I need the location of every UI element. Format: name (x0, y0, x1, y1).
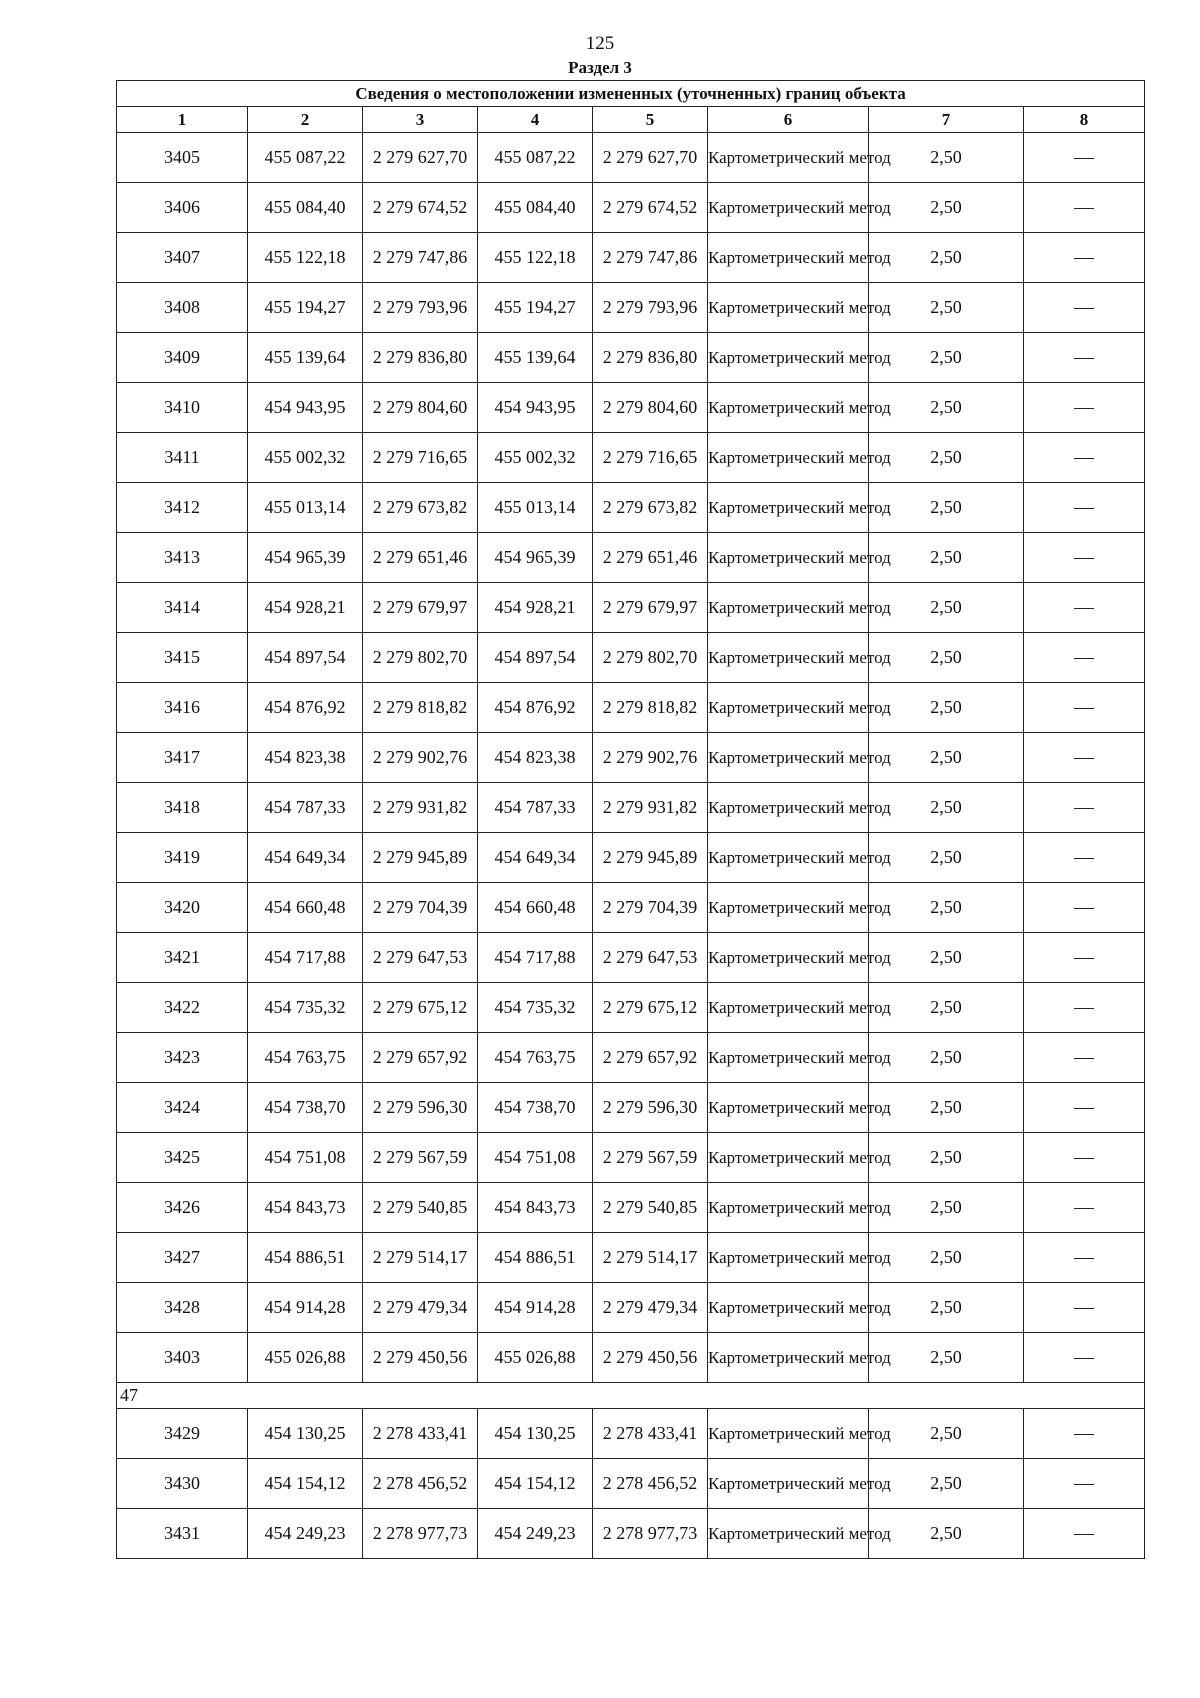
coordinates-table (116, 80, 1145, 1559)
y-coordinate-new-cell: 2 278 456,52 (593, 1459, 708, 1509)
column-header-row (117, 107, 1145, 133)
dash-mark (1074, 1208, 1094, 1209)
column-header: 5 (593, 107, 708, 133)
dash-mark (1074, 708, 1094, 709)
precision-cell: 2,50 (869, 333, 1024, 383)
point-number-cell: 3429 (117, 1409, 248, 1459)
y-coordinate-cell: 2 279 802,70 (363, 633, 478, 683)
precision-cell: 2,50 (869, 1083, 1024, 1133)
x-coordinate-new-cell: 454 249,23 (478, 1509, 593, 1559)
y-coordinate-cell: 2 279 479,34 (363, 1283, 478, 1333)
y-coordinate-cell: 2 279 679,97 (363, 583, 478, 633)
x-coordinate-cell: 454 787,33 (248, 783, 363, 833)
method-cell: Картометрический метод (708, 633, 869, 683)
y-coordinate-cell: 2 279 596,30 (363, 1083, 478, 1133)
table-row (117, 133, 1145, 183)
y-coordinate-cell: 2 279 931,82 (363, 783, 478, 833)
point-number-cell: 3419 (117, 833, 248, 883)
x-coordinate-cell: 455 122,18 (248, 233, 363, 283)
x-coordinate-cell: 454 660,48 (248, 883, 363, 933)
x-coordinate-new-cell: 455 194,27 (478, 283, 593, 333)
table-row (117, 383, 1145, 433)
precision-cell: 2,50 (869, 1509, 1024, 1559)
point-number-cell: 3414 (117, 583, 248, 633)
precision-cell: 2,50 (869, 583, 1024, 633)
y-coordinate-new-cell: 2 279 679,97 (593, 583, 708, 633)
y-coordinate-cell: 2 279 704,39 (363, 883, 478, 933)
empty-cell (1024, 833, 1145, 883)
x-coordinate-new-cell: 455 026,88 (478, 1333, 593, 1383)
point-number-cell: 3409 (117, 333, 248, 383)
method-cell: Картометрический метод (708, 483, 869, 533)
point-number-cell: 3422 (117, 983, 248, 1033)
table-row (117, 1033, 1145, 1083)
y-coordinate-cell: 2 279 627,70 (363, 133, 478, 183)
dash-mark (1074, 558, 1094, 559)
point-number-cell: 3417 (117, 733, 248, 783)
y-coordinate-cell: 2 279 836,80 (363, 333, 478, 383)
point-number-cell: 3408 (117, 283, 248, 333)
x-coordinate-new-cell: 454 914,28 (478, 1283, 593, 1333)
table-row (117, 733, 1145, 783)
table-row (117, 183, 1145, 233)
y-coordinate-new-cell: 2 279 902,76 (593, 733, 708, 783)
table-caption: Сведения о местоположении измененных (уточненных) границ объекта (117, 81, 1145, 107)
x-coordinate-cell: 454 928,21 (248, 583, 363, 633)
empty-cell (1024, 433, 1145, 483)
empty-cell (1024, 1283, 1145, 1333)
method-cell: Картометрический метод (708, 883, 869, 933)
x-coordinate-new-cell: 454 886,51 (478, 1233, 593, 1283)
y-coordinate-new-cell: 2 278 977,73 (593, 1509, 708, 1559)
x-coordinate-new-cell: 455 013,14 (478, 483, 593, 533)
x-coordinate-new-cell: 454 738,70 (478, 1083, 593, 1133)
method-cell: Картометрический метод (708, 783, 869, 833)
x-coordinate-cell: 454 130,25 (248, 1409, 363, 1459)
y-coordinate-cell: 2 279 647,53 (363, 933, 478, 983)
y-coordinate-new-cell: 2 279 567,59 (593, 1133, 708, 1183)
x-coordinate-new-cell: 454 787,33 (478, 783, 593, 833)
precision-cell: 2,50 (869, 383, 1024, 433)
x-coordinate-new-cell: 455 139,64 (478, 333, 593, 383)
x-coordinate-cell: 454 914,28 (248, 1283, 363, 1333)
empty-cell (1024, 583, 1145, 633)
table-row (117, 633, 1145, 683)
precision-cell: 2,50 (869, 1033, 1024, 1083)
column-header: 6 (708, 107, 869, 133)
precision-cell: 2,50 (869, 283, 1024, 333)
method-cell: Картометрический метод (708, 1033, 869, 1083)
x-coordinate-cell: 454 897,54 (248, 633, 363, 683)
y-coordinate-cell: 2 279 450,56 (363, 1333, 478, 1383)
y-coordinate-cell: 2 279 651,46 (363, 533, 478, 583)
dash-mark (1074, 1534, 1094, 1535)
point-number-cell: 3430 (117, 1459, 248, 1509)
point-number-cell: 3423 (117, 1033, 248, 1083)
x-coordinate-new-cell: 454 649,34 (478, 833, 593, 883)
method-cell: Картометрический метод (708, 283, 869, 333)
dash-mark (1074, 408, 1094, 409)
x-coordinate-new-cell: 454 823,38 (478, 733, 593, 783)
empty-cell (1024, 1509, 1145, 1559)
x-coordinate-new-cell: 454 717,88 (478, 933, 593, 983)
method-cell: Картометрический метод (708, 933, 869, 983)
point-number-cell: 3403 (117, 1333, 248, 1383)
empty-cell (1024, 1333, 1145, 1383)
dash-mark (1074, 958, 1094, 959)
precision-cell: 2,50 (869, 1133, 1024, 1183)
x-coordinate-cell: 454 876,92 (248, 683, 363, 733)
x-coordinate-new-cell: 454 876,92 (478, 683, 593, 733)
y-coordinate-cell: 2 279 945,89 (363, 833, 478, 883)
y-coordinate-cell: 2 279 793,96 (363, 283, 478, 333)
method-cell: Картометрический метод (708, 333, 869, 383)
empty-cell (1024, 683, 1145, 733)
dash-mark (1074, 458, 1094, 459)
precision-cell: 2,50 (869, 633, 1024, 683)
y-coordinate-new-cell: 2 279 802,70 (593, 633, 708, 683)
dash-mark (1074, 158, 1094, 159)
empty-cell (1024, 733, 1145, 783)
page-number: 125 (585, 33, 615, 54)
point-number-cell: 3421 (117, 933, 248, 983)
y-coordinate-new-cell: 2 279 674,52 (593, 183, 708, 233)
x-coordinate-cell: 454 843,73 (248, 1183, 363, 1233)
method-cell: Картометрический метод (708, 983, 869, 1033)
dash-mark (1074, 1358, 1094, 1359)
y-coordinate-new-cell: 2 279 596,30 (593, 1083, 708, 1133)
method-cell: Картометрический метод (708, 1459, 869, 1509)
precision-cell: 2,50 (869, 183, 1024, 233)
x-coordinate-cell: 454 735,32 (248, 983, 363, 1033)
dash-mark (1074, 908, 1094, 909)
x-coordinate-new-cell: 454 943,95 (478, 383, 593, 433)
empty-cell (1024, 883, 1145, 933)
column-header: 3 (363, 107, 478, 133)
table-row (117, 783, 1145, 833)
point-number-cell: 3424 (117, 1083, 248, 1133)
x-coordinate-new-cell: 454 660,48 (478, 883, 593, 933)
y-coordinate-new-cell: 2 279 716,65 (593, 433, 708, 483)
dash-mark (1074, 758, 1094, 759)
y-coordinate-cell: 2 279 673,82 (363, 483, 478, 533)
method-cell: Картометрический метод (708, 1083, 869, 1133)
method-cell: Картометрический метод (708, 733, 869, 783)
point-number-cell: 3413 (117, 533, 248, 583)
precision-cell: 2,50 (869, 483, 1024, 533)
method-cell: Картометрический метод (708, 233, 869, 283)
empty-cell (1024, 233, 1145, 283)
y-coordinate-new-cell: 2 279 804,60 (593, 383, 708, 433)
y-coordinate-new-cell: 2 279 479,34 (593, 1283, 708, 1333)
method-cell: Картометрический метод (708, 1333, 869, 1383)
empty-cell (1024, 933, 1145, 983)
table-row (117, 483, 1145, 533)
precision-cell: 2,50 (869, 1283, 1024, 1333)
x-coordinate-cell: 455 084,40 (248, 183, 363, 233)
y-coordinate-new-cell: 2 278 433,41 (593, 1409, 708, 1459)
method-cell: Картометрический метод (708, 133, 869, 183)
x-coordinate-new-cell: 454 130,25 (478, 1409, 593, 1459)
x-coordinate-cell: 455 139,64 (248, 333, 363, 383)
method-cell: Картометрический метод (708, 1133, 869, 1183)
empty-cell (1024, 283, 1145, 333)
table-row (117, 833, 1145, 883)
method-cell: Картометрический метод (708, 1509, 869, 1559)
column-header: 1 (117, 107, 248, 133)
table-row (117, 1083, 1145, 1133)
table-row (117, 983, 1145, 1033)
y-coordinate-new-cell: 2 279 945,89 (593, 833, 708, 883)
x-coordinate-cell: 455 194,27 (248, 283, 363, 333)
dash-mark (1074, 1258, 1094, 1259)
precision-cell: 2,50 (869, 1183, 1024, 1233)
table-row (117, 1133, 1145, 1183)
precision-cell: 2,50 (869, 683, 1024, 733)
precision-cell: 2,50 (869, 883, 1024, 933)
column-header: 2 (248, 107, 363, 133)
method-cell: Картометрический метод (708, 383, 869, 433)
table-row (117, 283, 1145, 333)
y-coordinate-cell: 2 279 716,65 (363, 433, 478, 483)
x-coordinate-cell: 454 965,39 (248, 533, 363, 583)
point-number-cell: 3425 (117, 1133, 248, 1183)
x-coordinate-cell: 454 763,75 (248, 1033, 363, 1083)
y-coordinate-cell: 2 279 540,85 (363, 1183, 478, 1233)
dash-mark (1074, 658, 1094, 659)
precision-cell: 2,50 (869, 1409, 1024, 1459)
y-coordinate-cell: 2 279 804,60 (363, 383, 478, 433)
y-coordinate-new-cell: 2 279 931,82 (593, 783, 708, 833)
x-coordinate-cell: 454 717,88 (248, 933, 363, 983)
dash-mark (1074, 1108, 1094, 1109)
x-coordinate-cell: 454 886,51 (248, 1233, 363, 1283)
x-coordinate-new-cell: 454 897,54 (478, 633, 593, 683)
dash-mark (1074, 1434, 1094, 1435)
y-coordinate-cell: 2 279 567,59 (363, 1133, 478, 1183)
method-cell: Картометрический метод (708, 1409, 869, 1459)
empty-cell (1024, 783, 1145, 833)
x-coordinate-cell: 454 943,95 (248, 383, 363, 433)
precision-cell: 2,50 (869, 533, 1024, 583)
point-number-cell: 3427 (117, 1233, 248, 1283)
table-row (117, 1409, 1145, 1459)
y-coordinate-cell: 2 279 747,86 (363, 233, 478, 283)
y-coordinate-new-cell: 2 279 647,53 (593, 933, 708, 983)
x-coordinate-cell: 455 002,32 (248, 433, 363, 483)
dash-mark (1074, 1484, 1094, 1485)
empty-cell (1024, 1083, 1145, 1133)
point-number-cell: 3415 (117, 633, 248, 683)
empty-cell (1024, 133, 1145, 183)
y-coordinate-cell: 2 279 514,17 (363, 1233, 478, 1283)
precision-cell: 2,50 (869, 1459, 1024, 1509)
empty-cell (1024, 1233, 1145, 1283)
method-cell: Картометрический метод (708, 1283, 869, 1333)
point-number-cell: 3410 (117, 383, 248, 433)
precision-cell: 2,50 (869, 983, 1024, 1033)
x-coordinate-cell: 454 738,70 (248, 1083, 363, 1133)
empty-cell (1024, 1409, 1145, 1459)
empty-cell (1024, 1033, 1145, 1083)
y-coordinate-new-cell: 2 279 450,56 (593, 1333, 708, 1383)
x-coordinate-new-cell: 455 087,22 (478, 133, 593, 183)
table-row (117, 1509, 1145, 1559)
empty-cell (1024, 633, 1145, 683)
x-coordinate-new-cell: 455 084,40 (478, 183, 593, 233)
dash-mark (1074, 1058, 1094, 1059)
point-number-cell: 3416 (117, 683, 248, 733)
empty-cell (1024, 1133, 1145, 1183)
column-header: 8 (1024, 107, 1145, 133)
table-row (117, 683, 1145, 733)
table-row (117, 1183, 1145, 1233)
table-row (117, 1233, 1145, 1283)
empty-cell (1024, 1459, 1145, 1509)
x-coordinate-cell: 454 649,34 (248, 833, 363, 883)
method-cell: Картометрический метод (708, 1183, 869, 1233)
method-cell: Картометрический метод (708, 1233, 869, 1283)
method-cell: Картометрический метод (708, 683, 869, 733)
dash-mark (1074, 258, 1094, 259)
y-coordinate-cell: 2 279 674,52 (363, 183, 478, 233)
method-cell: Картометрический метод (708, 433, 869, 483)
y-coordinate-cell: 2 279 657,92 (363, 1033, 478, 1083)
point-number-cell: 3407 (117, 233, 248, 283)
y-coordinate-new-cell: 2 279 818,82 (593, 683, 708, 733)
x-coordinate-new-cell: 454 965,39 (478, 533, 593, 583)
y-coordinate-new-cell: 2 279 651,46 (593, 533, 708, 583)
empty-cell (1024, 183, 1145, 233)
table-row (117, 533, 1145, 583)
x-coordinate-cell: 455 087,22 (248, 133, 363, 183)
precision-cell: 2,50 (869, 733, 1024, 783)
x-coordinate-new-cell: 454 154,12 (478, 1459, 593, 1509)
dash-mark (1074, 358, 1094, 359)
table-row (117, 333, 1145, 383)
x-coordinate-new-cell: 454 735,32 (478, 983, 593, 1033)
x-coordinate-cell: 454 823,38 (248, 733, 363, 783)
y-coordinate-cell: 2 279 818,82 (363, 683, 478, 733)
y-coordinate-cell: 2 278 977,73 (363, 1509, 478, 1559)
empty-cell (1024, 533, 1145, 583)
y-coordinate-new-cell: 2 279 675,12 (593, 983, 708, 1033)
point-number-cell: 3412 (117, 483, 248, 533)
precision-cell: 2,50 (869, 1233, 1024, 1283)
y-coordinate-new-cell: 2 279 514,17 (593, 1233, 708, 1283)
section-title: Раздел 3 (568, 58, 632, 77)
empty-cell (1024, 983, 1145, 1033)
precision-cell: 2,50 (869, 433, 1024, 483)
y-coordinate-cell: 2 279 902,76 (363, 733, 478, 783)
y-coordinate-cell: 2 279 675,12 (363, 983, 478, 1033)
y-coordinate-new-cell: 2 279 673,82 (593, 483, 708, 533)
table-body (117, 133, 1145, 1559)
group-label: 47 (117, 1383, 1145, 1409)
y-coordinate-new-cell: 2 279 540,85 (593, 1183, 708, 1233)
x-coordinate-cell: 455 013,14 (248, 483, 363, 533)
x-coordinate-cell: 455 026,88 (248, 1333, 363, 1383)
x-coordinate-new-cell: 455 002,32 (478, 433, 593, 483)
point-number-cell: 3431 (117, 1509, 248, 1559)
precision-cell: 2,50 (869, 783, 1024, 833)
point-number-cell: 3411 (117, 433, 248, 483)
method-cell: Картометрический метод (708, 833, 869, 883)
y-coordinate-new-cell: 2 279 793,96 (593, 283, 708, 333)
precision-cell: 2,50 (869, 933, 1024, 983)
y-coordinate-new-cell: 2 279 627,70 (593, 133, 708, 183)
group-row (117, 1383, 1145, 1409)
point-number-cell: 3428 (117, 1283, 248, 1333)
point-number-cell: 3405 (117, 133, 248, 183)
table-row (117, 233, 1145, 283)
empty-cell (1024, 1183, 1145, 1233)
precision-cell: 2,50 (869, 833, 1024, 883)
x-coordinate-new-cell: 454 763,75 (478, 1033, 593, 1083)
precision-cell: 2,50 (869, 233, 1024, 283)
x-coordinate-new-cell: 454 751,08 (478, 1133, 593, 1183)
table-row (117, 933, 1145, 983)
table-row (117, 583, 1145, 633)
point-number-cell: 3406 (117, 183, 248, 233)
dash-mark (1074, 858, 1094, 859)
dash-mark (1074, 1008, 1094, 1009)
table-row (117, 883, 1145, 933)
method-cell: Картометрический метод (708, 583, 869, 633)
table-row (117, 1459, 1145, 1509)
x-coordinate-new-cell: 454 843,73 (478, 1183, 593, 1233)
precision-cell: 2,50 (869, 1333, 1024, 1383)
y-coordinate-new-cell: 2 279 747,86 (593, 233, 708, 283)
y-coordinate-new-cell: 2 279 657,92 (593, 1033, 708, 1083)
empty-cell (1024, 483, 1145, 533)
y-coordinate-cell: 2 278 433,41 (363, 1409, 478, 1459)
x-coordinate-new-cell: 454 928,21 (478, 583, 593, 633)
dash-mark (1074, 308, 1094, 309)
method-cell: Картометрический метод (708, 533, 869, 583)
y-coordinate-new-cell: 2 279 704,39 (593, 883, 708, 933)
dash-mark (1074, 808, 1094, 809)
column-header: 7 (869, 107, 1024, 133)
empty-cell (1024, 333, 1145, 383)
dash-mark (1074, 508, 1094, 509)
table-row (117, 1333, 1145, 1383)
empty-cell (1024, 383, 1145, 433)
column-header: 4 (478, 107, 593, 133)
dash-mark (1074, 208, 1094, 209)
precision-cell: 2,50 (869, 133, 1024, 183)
x-coordinate-cell: 454 249,23 (248, 1509, 363, 1559)
point-number-cell: 3426 (117, 1183, 248, 1233)
x-coordinate-cell: 454 751,08 (248, 1133, 363, 1183)
dash-mark (1074, 1158, 1094, 1159)
point-number-cell: 3420 (117, 883, 248, 933)
x-coordinate-new-cell: 455 122,18 (478, 233, 593, 283)
dash-mark (1074, 1308, 1094, 1309)
table-row (117, 1283, 1145, 1333)
point-number-cell: 3418 (117, 783, 248, 833)
method-cell: Картометрический метод (708, 183, 869, 233)
y-coordinate-new-cell: 2 279 836,80 (593, 333, 708, 383)
dash-mark (1074, 608, 1094, 609)
table-row (117, 433, 1145, 483)
x-coordinate-cell: 454 154,12 (248, 1459, 363, 1509)
y-coordinate-cell: 2 278 456,52 (363, 1459, 478, 1509)
